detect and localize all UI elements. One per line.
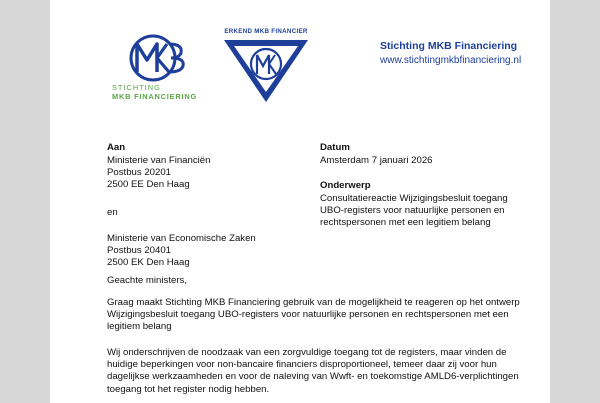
letter-page <box>50 0 550 403</box>
erkend-mkb-financier-logo <box>220 24 312 104</box>
paragraph-line: dagelijkse werkzaamheden en voor de naleving van Wwft- en toekomstige AMLD6-verplichtingen <box>107 371 519 383</box>
paragraph-line: Graag maakt Stichting MKB Financiering gebruik van de mogelijkheid te reageren op het ontwerp <box>107 297 520 308</box>
date-label: Datum <box>320 142 350 153</box>
stichting-mkb-logo <box>111 30 206 105</box>
body-paragraph-2 <box>107 347 519 396</box>
addressee-line: 2500 EK Den Haag <box>107 257 190 268</box>
date-value: Amsterdam 7 januari 2026 <box>320 155 433 166</box>
subject-line: rechtspersonen met een legitiem belang <box>320 217 491 228</box>
svg-text:MKB FINANCIERING: MKB FINANCIERING <box>112 92 198 101</box>
subject-line: UBO-registers voor natuurlijke personen en <box>320 205 505 216</box>
paragraph-line: legitiem belang <box>107 321 172 333</box>
salutation: Geachte ministers, <box>107 275 187 286</box>
addressee-line: Ministerie van Financiën <box>107 155 211 166</box>
subject-line: Consultatiereactie Wijzigingsbesluit toegang <box>320 193 508 204</box>
addressee-conjunction: en <box>107 207 118 218</box>
addressee-line: 2500 EE Den Haag <box>107 179 190 190</box>
org-name: Stichting MKB Financiering <box>380 40 518 52</box>
body-paragraph-1 <box>107 297 520 334</box>
paragraph-line: Wij onderschrijven de noodzaak van een zorgvuldige toegang tot de registers, maar vinden de <box>107 347 507 358</box>
paragraph-line: toegang tot het register nodig hebben. <box>107 383 270 395</box>
paragraph-line: huidige beperkingen voor non-bancaire financiers disproportioneel, temeer daar zij voor hun <box>107 359 497 371</box>
addressee-label: Aan <box>107 142 126 153</box>
addressee-line: Postbus 20401 <box>107 245 172 256</box>
addressee-line: Ministerie van Economische Zaken <box>107 233 256 244</box>
org-website-link[interactable]: www.stichtingmkbfinanciering.nl <box>380 55 522 66</box>
svg-text:ERKEND MKB FINANCIER: ERKEND MKB FINANCIER <box>224 28 308 35</box>
subject-label: Onderwerp <box>320 180 371 191</box>
addressee-line: Postbus 20201 <box>107 167 172 178</box>
paragraph-line: Wijzigingsbesluit toegang UBO-registers voor natuurlijke personen en rechtspersonen met een <box>107 309 509 321</box>
svg-text:STICHTING: STICHTING <box>112 83 161 92</box>
